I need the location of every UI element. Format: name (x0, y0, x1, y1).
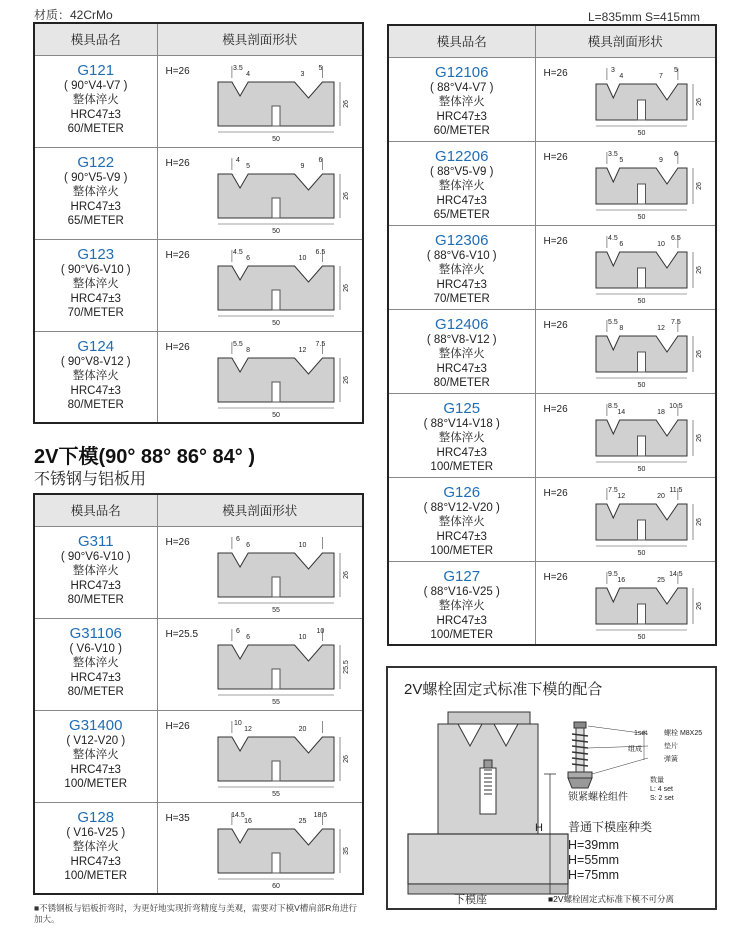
height-value: H=26 (543, 487, 568, 499)
height-dimension: 35 (342, 846, 350, 855)
bolt-slot (637, 100, 645, 120)
dim-v3: 7 (658, 72, 663, 80)
width-dimension: 50 (271, 411, 280, 419)
die-profile-drawing (206, 152, 362, 236)
height-dimension: 26 (342, 375, 350, 384)
product-name-cell (388, 393, 535, 477)
heat-treatment: 整体淬火 (72, 841, 119, 853)
catalog-row (388, 561, 716, 645)
height-value: H=25.5 (165, 628, 199, 640)
dim-v3: 10 (298, 254, 306, 262)
dim-v3: 3 (300, 70, 304, 78)
product-code: G311 (77, 532, 114, 550)
product-name-cell (34, 239, 157, 331)
bolt-slot (480, 768, 496, 814)
product-name-cell (34, 802, 157, 894)
die-profile-drawing (206, 715, 362, 799)
dim-v3: 10 (656, 240, 665, 248)
dim-v3: 12 (656, 324, 665, 332)
height-dimension: 26 (342, 570, 350, 579)
height-dimension: 26 (695, 433, 703, 442)
dim-v4: 14.5 (668, 570, 683, 578)
dim-v2: 5 (618, 156, 623, 164)
height-dimension: 26 (695, 349, 703, 358)
product-code: G121 (77, 61, 115, 79)
price-per-meter: 80/METER (433, 377, 490, 389)
dim-v4: 11.5 (668, 486, 682, 494)
heat-treatment: 整体淬火 (438, 180, 485, 192)
dim-v2: 12 (616, 492, 625, 500)
die-profile-drawing (584, 146, 715, 222)
price-per-meter: 100/METER (430, 545, 494, 557)
height-value: H=26 (543, 403, 568, 415)
heat-treatment: 整体淬火 (438, 600, 485, 612)
bolt-slot (272, 382, 280, 402)
dim-v3: 25 (298, 817, 306, 825)
product-code: G124 (77, 337, 115, 355)
profile-cell (535, 225, 716, 309)
dim-v3: 10 (298, 541, 306, 549)
width-dimension: 55 (271, 790, 280, 798)
base-heights (568, 838, 619, 883)
price-per-meter: 60/METER (433, 125, 490, 137)
dimension-note: L=835mm S=415mm (588, 10, 701, 24)
dim-v2: 8 (618, 324, 623, 332)
dim-v1: 3.5 (607, 150, 618, 158)
price-per-meter: 80/METER (67, 686, 124, 698)
profile-cell (157, 526, 363, 618)
product-code: G127 (443, 567, 481, 585)
product-code: G12306 (435, 231, 489, 249)
die-profile-drawing (584, 62, 715, 138)
bolt-slot (272, 106, 280, 126)
dim-v4: 5 (673, 66, 678, 74)
height-dimension: 26 (695, 517, 703, 526)
dim-v2: 6 (245, 254, 250, 262)
product-name-cell (34, 710, 157, 802)
hardness: HRC47±3 (70, 384, 121, 397)
heat-treatment: 整体淬火 (72, 94, 119, 106)
price-per-meter: 100/METER (430, 629, 494, 641)
product-name-cell (388, 141, 535, 225)
dim-v4: 7.5 (315, 340, 325, 348)
heat-treatment: 整体淬火 (438, 432, 485, 444)
hardness: HRC47±3 (70, 292, 121, 305)
hardness: HRC47±3 (70, 108, 121, 121)
heat-treatment: 整体淬火 (438, 348, 485, 360)
left-2v-table (33, 493, 364, 895)
heat-treatment: 整体淬火 (72, 565, 119, 577)
hardness: HRC47±3 (70, 671, 121, 684)
profile-cell (535, 57, 716, 141)
height-value: H=26 (165, 720, 190, 732)
bolt-slot (637, 436, 645, 456)
bolt-slot (637, 184, 645, 204)
bolt-fitting-panel (386, 666, 717, 910)
hardness: HRC47±3 (436, 614, 487, 627)
heat-treatment: 整体淬火 (72, 370, 119, 382)
heat-treatment: 整体淬火 (438, 96, 485, 108)
width-dimension: 55 (271, 606, 280, 614)
dim-v1: 9.5 (607, 570, 618, 578)
dim-v2: 6 (245, 633, 250, 641)
hardness: HRC47±3 (436, 530, 487, 543)
bolt-slot (272, 761, 280, 781)
dim-v1: 3.5 (232, 64, 243, 72)
heat-treatment: 整体淬火 (72, 278, 119, 290)
product-name-cell (34, 526, 157, 618)
width-dimension: 50 (637, 381, 645, 389)
product-name-cell (34, 55, 157, 147)
die-profile-drawing (584, 566, 715, 642)
profile-cell (535, 309, 716, 393)
catalog-row (34, 802, 363, 894)
width-dimension: 50 (637, 633, 645, 641)
dim-v1: 14.5 (230, 811, 245, 819)
price-per-meter: 65/METER (433, 209, 490, 221)
left-catalog-table (33, 22, 364, 424)
dim-v4: 10 (316, 627, 324, 635)
bolt-slot (272, 290, 280, 310)
catalog-row (388, 309, 716, 393)
product-code: G125 (443, 399, 481, 417)
product-name-cell (34, 331, 157, 423)
product-spec: ( 88°V12-V20 ) (423, 501, 500, 514)
dim-v3: 12 (298, 346, 306, 354)
width-dimension: 50 (637, 297, 645, 305)
height-dimension: 26 (342, 754, 350, 763)
spring-label: 弹簧 (664, 756, 678, 763)
width-dimension: 50 (271, 135, 280, 143)
dim-v4: 18.5 (313, 811, 327, 819)
dim-v4: 6 (673, 150, 678, 158)
hardness: HRC47±3 (70, 579, 121, 592)
width-dimension: 50 (271, 319, 280, 327)
heat-treatment: 整体淬火 (438, 516, 485, 528)
profile-cell (535, 141, 716, 225)
profile-cell (157, 239, 363, 331)
height-value: H=26 (543, 319, 568, 331)
price-per-meter: 100/METER (430, 461, 494, 473)
base-height-2: H=55mm (568, 853, 620, 867)
dim-v3: 20 (298, 725, 306, 733)
h-symbol: H (535, 822, 543, 834)
die-profile-drawing (206, 623, 362, 707)
base-types-title: 普通下模座种类 (568, 820, 653, 834)
section-2v-subtitle: 不锈钢与铝板用 (34, 471, 147, 488)
profile-cell (157, 331, 363, 423)
product-code: G123 (77, 245, 115, 263)
washer-label: 垫片 (664, 743, 678, 750)
footnote: ■不锈钢板与铝板折弯时，为更好地实现折弯精度与美观，需要对下模V槽肩部R角进行加大。 (34, 903, 357, 924)
dim-v2: 12 (243, 725, 252, 733)
price-per-meter: 70/METER (433, 293, 490, 305)
bolt-slot (637, 352, 645, 372)
dim-v3: 20 (656, 492, 665, 500)
qty-large: L: 4 set (650, 786, 673, 793)
price-per-meter: 70/METER (67, 307, 124, 319)
profile-cell (535, 561, 716, 645)
product-code: G12406 (435, 315, 489, 333)
catalog-row (388, 393, 716, 477)
height-dimension: 26 (695, 181, 703, 190)
product-spec: ( 88°V5-V9 ) (430, 165, 494, 178)
profile-cell (535, 477, 716, 561)
hardness: HRC47±3 (436, 362, 487, 375)
width-dimension: 55 (271, 698, 280, 706)
dim-v4: 7.5 (670, 318, 681, 326)
product-code: G12206 (435, 147, 489, 165)
product-spec: ( 88°V16-V25 ) (423, 585, 500, 598)
catalog-row (34, 331, 363, 423)
catalog-row (388, 141, 716, 225)
col-header-profile: 模具剖面形状 (157, 494, 363, 526)
hardness: HRC47±3 (436, 110, 487, 123)
width-dimension: 50 (271, 227, 280, 235)
dim-v4: 6 (317, 156, 322, 164)
dim-v1: 8.5 (607, 402, 618, 410)
height-value: H=26 (165, 249, 190, 261)
dim-v1: 3 (610, 66, 615, 74)
price-per-meter: 80/METER (67, 399, 124, 411)
price-per-meter: 100/METER (64, 778, 128, 790)
dim-v2: 16 (243, 817, 252, 825)
die-profile-drawing (206, 60, 362, 144)
bolt-slot (272, 577, 280, 597)
qty-label: 数量 (650, 777, 664, 784)
product-name-cell (388, 309, 535, 393)
hardness: HRC47±3 (70, 855, 121, 868)
die-profile-drawing (206, 244, 362, 328)
price-per-meter: 80/METER (67, 594, 124, 606)
profile-cell (157, 710, 363, 802)
profile-cell (157, 802, 363, 894)
hardness: HRC47±3 (436, 446, 487, 459)
dim-v1: 10 (233, 719, 242, 727)
base-height-1: H=39mm (568, 838, 620, 852)
height-dimension: 26 (342, 283, 350, 292)
height-value: H=26 (543, 235, 568, 247)
catalog-row (34, 147, 363, 239)
width-dimension: 50 (637, 129, 645, 137)
die-profile-drawing (584, 230, 715, 306)
dim-v2: 6 (618, 240, 623, 248)
bolt-panel-title: 2V螺栓固定式标准下模的配合 (404, 681, 603, 698)
product-name-cell (388, 561, 535, 645)
height-value: H=26 (543, 571, 568, 583)
bolt-slot (272, 853, 280, 873)
heat-treatment: 整体淬火 (438, 264, 485, 276)
height-value: H=26 (165, 341, 190, 353)
product-code: G31400 (69, 716, 123, 734)
die-profile-drawing (206, 336, 362, 420)
bolt-slot (272, 669, 280, 689)
profile-cell (157, 618, 363, 710)
dim-v2: 4 (618, 72, 623, 80)
product-name-cell (388, 225, 535, 309)
base-label: 下模座 (454, 894, 487, 906)
dim-v2: 4 (245, 70, 250, 78)
hardness: HRC47±3 (436, 278, 487, 291)
dim-v2: 8 (245, 346, 250, 354)
col-header-name: 模具品名 (34, 23, 157, 55)
product-spec: ( 90°V5-V9 ) (64, 171, 128, 184)
heat-treatment: 整体淬火 (72, 749, 119, 761)
dim-v1: 4.5 (232, 248, 243, 256)
product-spec: ( V16-V25 ) (66, 826, 126, 839)
dim-v3: 10 (298, 633, 306, 641)
right-catalog-table (387, 24, 717, 646)
dim-v2: 16 (616, 576, 625, 584)
product-spec: ( 88°V8-V12 ) (426, 333, 497, 346)
bolt-assembly-label: 锁紧螺栓组件 (568, 792, 628, 803)
width-dimension: 50 (637, 549, 645, 557)
width-dimension: 60 (271, 882, 280, 890)
dim-v1: 5.5 (607, 318, 618, 326)
profile-cell (157, 147, 363, 239)
product-spec: ( V12-V20 ) (66, 734, 126, 747)
base-block (408, 834, 568, 884)
catalog-row (34, 618, 363, 710)
dim-v1: 6 (235, 627, 240, 635)
height-dimension: 26 (695, 265, 703, 274)
height-value: H=35 (165, 812, 190, 824)
product-code: G122 (77, 153, 115, 171)
product-code: G12106 (435, 63, 489, 81)
heat-treatment: 整体淬火 (72, 657, 119, 669)
product-code: G128 (77, 808, 115, 826)
product-name-cell (388, 477, 535, 561)
height-value: H=26 (165, 65, 190, 77)
product-spec: ( 88°V14-V18 ) (423, 417, 500, 430)
heat-treatment: 整体淬火 (72, 186, 119, 198)
catalog-row (388, 225, 716, 309)
die-profile-drawing (206, 807, 362, 891)
dim-v2: 5 (245, 162, 250, 170)
price-per-meter: 65/METER (67, 215, 124, 227)
dim-v4: 5 (317, 64, 322, 72)
die-profile-drawing (584, 314, 715, 390)
hardness: HRC47±3 (70, 763, 121, 776)
product-name-cell (388, 57, 535, 141)
profile-cell (535, 393, 716, 477)
bolt-note: ■2V螺栓固定式标准下模不可分离 (548, 894, 675, 904)
die-profile-drawing (584, 398, 715, 474)
height-dimension: 26 (695, 97, 703, 106)
height-value: H=26 (543, 151, 568, 163)
product-spec: ( 90°V6-V10 ) (60, 263, 131, 276)
height-dimension: 25.5 (342, 659, 350, 674)
material-note: 材质：42CrMo (34, 8, 113, 22)
set-sub-label: 组成 (628, 746, 642, 753)
height-value: H=26 (543, 67, 568, 79)
dim-v3: 25 (656, 576, 665, 584)
price-per-meter: 100/METER (64, 870, 128, 882)
product-spec: ( V6-V10 ) (69, 642, 122, 655)
catalog-row (34, 710, 363, 802)
height-dimension: 26 (342, 191, 350, 200)
col-header-name: 模具品名 (388, 25, 535, 57)
dim-v4: 6.5 (315, 248, 325, 256)
hardness: HRC47±3 (436, 194, 487, 207)
hardness: HRC47±3 (70, 200, 121, 213)
height-value: H=26 (165, 536, 190, 548)
product-code: G31106 (69, 624, 122, 642)
die-profile-drawing (206, 531, 362, 615)
price-per-meter: 60/METER (67, 123, 124, 135)
catalog-row (34, 55, 363, 147)
bolt-slot (637, 604, 645, 624)
dim-v3: 9 (300, 162, 304, 170)
dim-v1: 4.5 (607, 234, 618, 242)
dim-v3: 9 (658, 156, 663, 164)
product-spec: ( 90°V8-V12 ) (60, 355, 131, 368)
bolt-slot (637, 520, 645, 540)
base-height-3: H=75mm (568, 868, 620, 882)
catalog-row (388, 57, 716, 141)
bolt-spec: 螺栓 M8X25 (664, 730, 703, 737)
qty-small: S: 2 set (650, 795, 674, 802)
col-header-profile: 模具剖面形状 (535, 25, 716, 57)
height-dimension: 26 (342, 99, 350, 108)
dim-v1: 7.5 (607, 486, 618, 494)
dim-v1: 4 (235, 156, 240, 164)
product-spec: ( 88°V4-V7 ) (430, 81, 494, 94)
bolt-slot (272, 198, 280, 218)
catalog-row (34, 526, 363, 618)
width-dimension: 50 (637, 465, 645, 473)
dim-v1: 5.5 (232, 340, 243, 348)
col-header-name: 模具品名 (34, 494, 157, 526)
height-dimension: 26 (695, 601, 703, 610)
product-name-cell (34, 147, 157, 239)
bolt-slot (637, 268, 645, 288)
height-value: H=26 (165, 157, 190, 169)
catalog-row (34, 239, 363, 331)
product-spec: ( 90°V6-V10 ) (60, 550, 131, 563)
profile-cell (157, 55, 363, 147)
set-label: 1set (634, 730, 648, 737)
product-spec: ( 88°V6-V10 ) (426, 249, 497, 262)
dim-v2: 14 (616, 408, 625, 416)
dim-v1: 6 (235, 535, 240, 543)
product-name-cell (34, 618, 157, 710)
dim-v4: 6.5 (670, 234, 681, 242)
dim-v3: 18 (656, 408, 665, 416)
die-profile-drawing (584, 482, 715, 558)
quantity-block (650, 776, 674, 803)
catalog-row (388, 477, 716, 561)
section-2v-title: 2V下模(90° 88° 86° 84° ) (34, 446, 255, 468)
product-spec: ( 90°V4-V7 ) (64, 79, 128, 92)
width-dimension: 50 (637, 213, 645, 221)
dim-v4: 10.5 (668, 402, 683, 410)
product-code: G126 (443, 483, 481, 501)
dim-v2: 6 (245, 541, 250, 549)
col-header-profile: 模具剖面形状 (157, 23, 363, 55)
